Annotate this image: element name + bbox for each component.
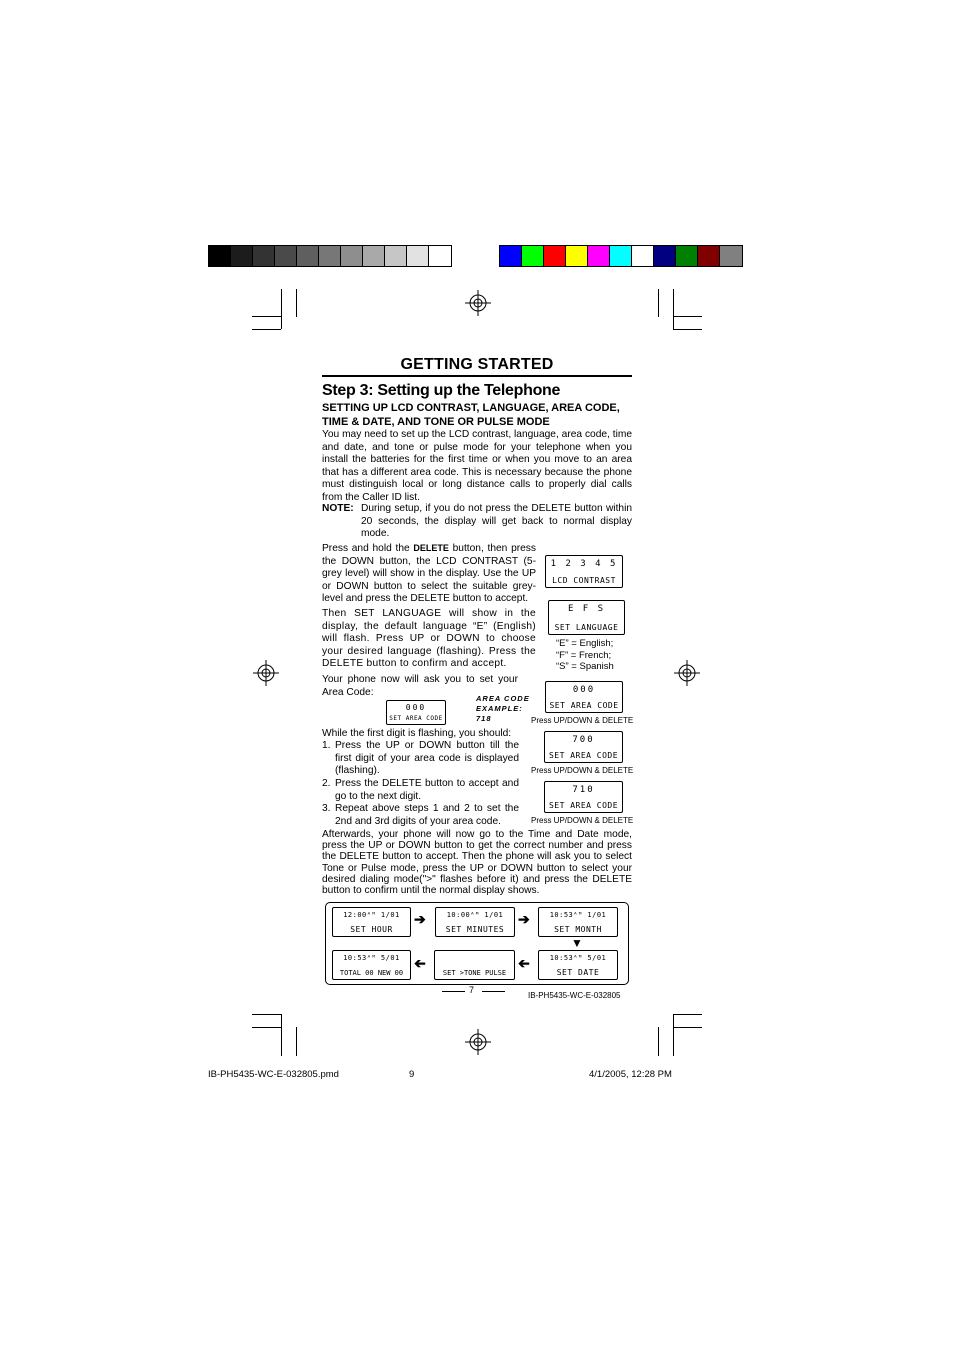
section-heading: GETTING STARTED: [400, 356, 554, 373]
lcd-top-line: 000: [405, 703, 427, 712]
language-paragraph: Then SET LANGUAGE will show in the display, the default language “E” (English) will flash. Press UP or DOWN to choose your desired language (flashing). Press the DELETE button to confirm and accept.: [322, 608, 536, 669]
lcd-top-line: 700: [572, 735, 595, 745]
color-swatch: [319, 246, 341, 266]
color-swatch: [363, 246, 385, 266]
lcd-bottom-line: SET HOUR: [350, 925, 393, 934]
crop-mark: [673, 1014, 702, 1015]
example-line: AREA CODE: [476, 694, 530, 703]
crop-mark: [296, 289, 297, 317]
footer-sheet-number: 9: [409, 1069, 415, 1080]
sub-heading: SETTING UP LCD CONTRAST, LANGUAGE, AREA CODE, TIME & DATE, AND TONE OR PULSE MODE: [322, 402, 620, 428]
legend-item: “S” = Spanish: [556, 661, 614, 672]
area-code-caption: Press UP/DOWN & DELETE: [531, 816, 634, 825]
crop-mark: [658, 289, 659, 317]
registration-mark-icon: [674, 660, 700, 686]
note-label: NOTE:: [322, 503, 354, 514]
lcd-area-code-2: [544, 731, 623, 763]
lcd-bottom-line: LCD CONTRAST: [552, 576, 616, 585]
contrast-text-b: button, then press the DOWN button, the LCD CONTRAST (5-grey level) will show in the display. Use the UP or DOWN button to select the suitable grey-level and press the DELETE button to accept.: [322, 543, 536, 604]
example-line: 718: [476, 714, 492, 723]
area-code-caption: Press UP/DOWN & DELETE: [531, 766, 634, 775]
lcd-top-line: 1 2 3 4 5: [550, 559, 618, 569]
arrow-left-icon: ➔: [414, 955, 426, 971]
lcd-contrast-display: [545, 555, 623, 588]
page-number-rule: [482, 991, 505, 992]
step-item: [322, 803, 519, 828]
step-title: Step 3: Setting up the Telephone: [322, 382, 561, 399]
lcd-bottom-line: SET MINUTES: [445, 925, 505, 934]
crop-mark: [252, 316, 281, 317]
crop-mark: [281, 289, 282, 329]
step-number: 2.: [322, 778, 331, 789]
step-item: [322, 740, 519, 778]
step-text: Press the DELETE button to accept and go to the next digit.: [335, 778, 519, 802]
color-swatch: [632, 246, 654, 266]
color-swatch: [385, 246, 407, 266]
registration-mark-icon: [253, 660, 279, 686]
arrow-right-icon: ➔: [414, 911, 426, 927]
lcd-area-code-3: [544, 781, 623, 813]
area-code-paragraph: Your phone now will ask you to set your Area Code:: [322, 674, 518, 698]
legend-item: “F” = French;: [556, 649, 612, 661]
lcd-bottom-line: SET AREA CODE: [548, 751, 619, 760]
lcd-bottom-line: SET AREA CODE: [389, 715, 443, 722]
lcd-bottom-line: SET LANGUAGE: [554, 623, 619, 632]
heading-rule: [322, 375, 632, 377]
lcd-set-hour: [332, 907, 411, 937]
legend-item: “E” = English;: [556, 638, 614, 649]
crop-mark: [673, 316, 702, 317]
lcd-top-line: 000: [572, 685, 596, 695]
lcd-set-date: [538, 950, 618, 980]
area-code-caption: Press UP/DOWN & DELETE: [531, 716, 634, 725]
lcd-bottom-line: SET MONTH: [554, 925, 602, 934]
crop-mark: [296, 1027, 297, 1056]
color-swatch: [720, 246, 742, 266]
lcd-top-line: 10:53ᴬᴹ 5/01: [549, 954, 607, 962]
footer-date: 4/1/2005, 12:28 PM: [589, 1069, 672, 1080]
color-swatch: [429, 246, 451, 266]
gray-calibration-bar: [208, 245, 452, 267]
lcd-top-line: E F S: [567, 604, 606, 614]
color-swatch: [544, 246, 566, 266]
language-legend: [556, 638, 614, 673]
lcd-bottom-line: SET AREA CODE: [548, 801, 619, 810]
color-swatch: [407, 246, 429, 266]
color-swatch: [231, 246, 253, 266]
lcd-area-code-1: [545, 681, 623, 713]
lcd-set-minutes: [435, 907, 515, 937]
registration-mark-icon: [465, 290, 491, 316]
color-swatch: [676, 246, 698, 266]
lcd-language-display: [548, 600, 625, 635]
step-item: [322, 778, 519, 803]
example-line: EXAMPLE:: [476, 704, 523, 713]
color-swatch: [610, 246, 632, 266]
step-number: 1.: [322, 740, 331, 751]
color-swatch: [522, 246, 544, 266]
crop-mark: [252, 1027, 281, 1028]
lcd-area-code-small: [386, 700, 446, 725]
lcd-top-line: 10:53ᴬᴹ 1/01: [549, 911, 607, 919]
crop-mark: [658, 1027, 659, 1056]
afterwards-paragraph: Afterwards, your phone will now go to the Time and Date mode, press the UP or DOWN button to get the correct number and press the DELETE button to accept. Then the phone will ask you to select Tone or Pulse mode, press the UP or DOWN button to select your desired dialing mode(">" flashes before it) and press the DELETE button to confirm until the normal display shows.: [322, 829, 632, 897]
color-swatch: [297, 246, 319, 266]
lcd-top-line: 10:00ᴬᴹ 1/01: [446, 911, 504, 919]
lcd-set-month: [538, 907, 618, 937]
crop-mark: [673, 1027, 702, 1028]
lcd-bottom-line: SET AREA CODE: [549, 701, 619, 710]
arrow-right-icon: ➔: [518, 911, 530, 927]
color-calibration-bar: [499, 245, 743, 267]
page-number: 7: [469, 985, 475, 995]
color-swatch: [566, 246, 588, 266]
lcd-bottom-line: SET >TONE PULSE: [442, 969, 507, 977]
color-swatch: [588, 246, 610, 266]
document-code: IB-PH5435-WC-E-032805: [528, 991, 621, 1000]
contrast-text-a: Press and hold the: [322, 543, 414, 554]
color-swatch: [698, 246, 720, 266]
crop-mark: [673, 1014, 674, 1056]
lcd-total-new: [332, 950, 411, 980]
crop-mark: [281, 1014, 282, 1056]
contrast-paragraph: [322, 542, 536, 606]
crop-mark: [252, 329, 281, 330]
note-text: During setup, if you do not press the DELETE button within 20 seconds, the display will get back to normal display mode.: [361, 503, 632, 539]
step-number: 3.: [322, 803, 331, 814]
step-text: Repeat above steps 1 and 2 to set the 2nd and 3rd digits of your area code.: [335, 803, 519, 827]
crop-mark: [673, 289, 674, 329]
color-swatch: [341, 246, 363, 266]
lcd-bottom-line: TOTAL 00 NEW 00: [339, 969, 404, 977]
color-swatch: [500, 246, 522, 266]
area-code-example: [476, 694, 530, 724]
intro-paragraph: You may need to set up the LCD contrast, language, area code, time and date, and tone or pulse mode for your telephone when you install the batteries for the first time or when you move to an area that has a different area code. This is necessary because the phone must distinguish local or long distance calls to properly dial calls from the Caller ID list.: [322, 429, 632, 503]
footer-filename: IB-PH5435-WC-E-032805.pmd: [208, 1069, 339, 1080]
lcd-bottom-line: SET DATE: [556, 968, 600, 977]
arrow-left-icon: ➔: [518, 955, 530, 971]
lcd-set-tone-pulse: [434, 950, 515, 980]
color-swatch: [654, 246, 676, 266]
lcd-top-line: 12:00ᴬᴹ 1/01: [343, 911, 400, 919]
registration-mark-icon: [465, 1029, 491, 1055]
color-swatch: [253, 246, 275, 266]
color-swatch: [275, 246, 297, 266]
steps-intro: While the first digit is flashing, you should:: [322, 728, 512, 739]
page-number-rule: [442, 991, 465, 992]
lcd-top-line: 710: [572, 785, 595, 795]
color-swatch: [209, 246, 231, 266]
arrow-down-icon: ▼: [571, 936, 583, 950]
step-text: Press the UP or DOWN button till the first digit of your area code is displayed (flashing).: [335, 740, 519, 776]
lcd-top-line: 10:53ᴬᴹ 5/01: [343, 954, 400, 962]
delete-keyword: DELETE: [413, 543, 449, 553]
crop-mark: [252, 1014, 281, 1015]
crop-mark: [673, 329, 702, 330]
